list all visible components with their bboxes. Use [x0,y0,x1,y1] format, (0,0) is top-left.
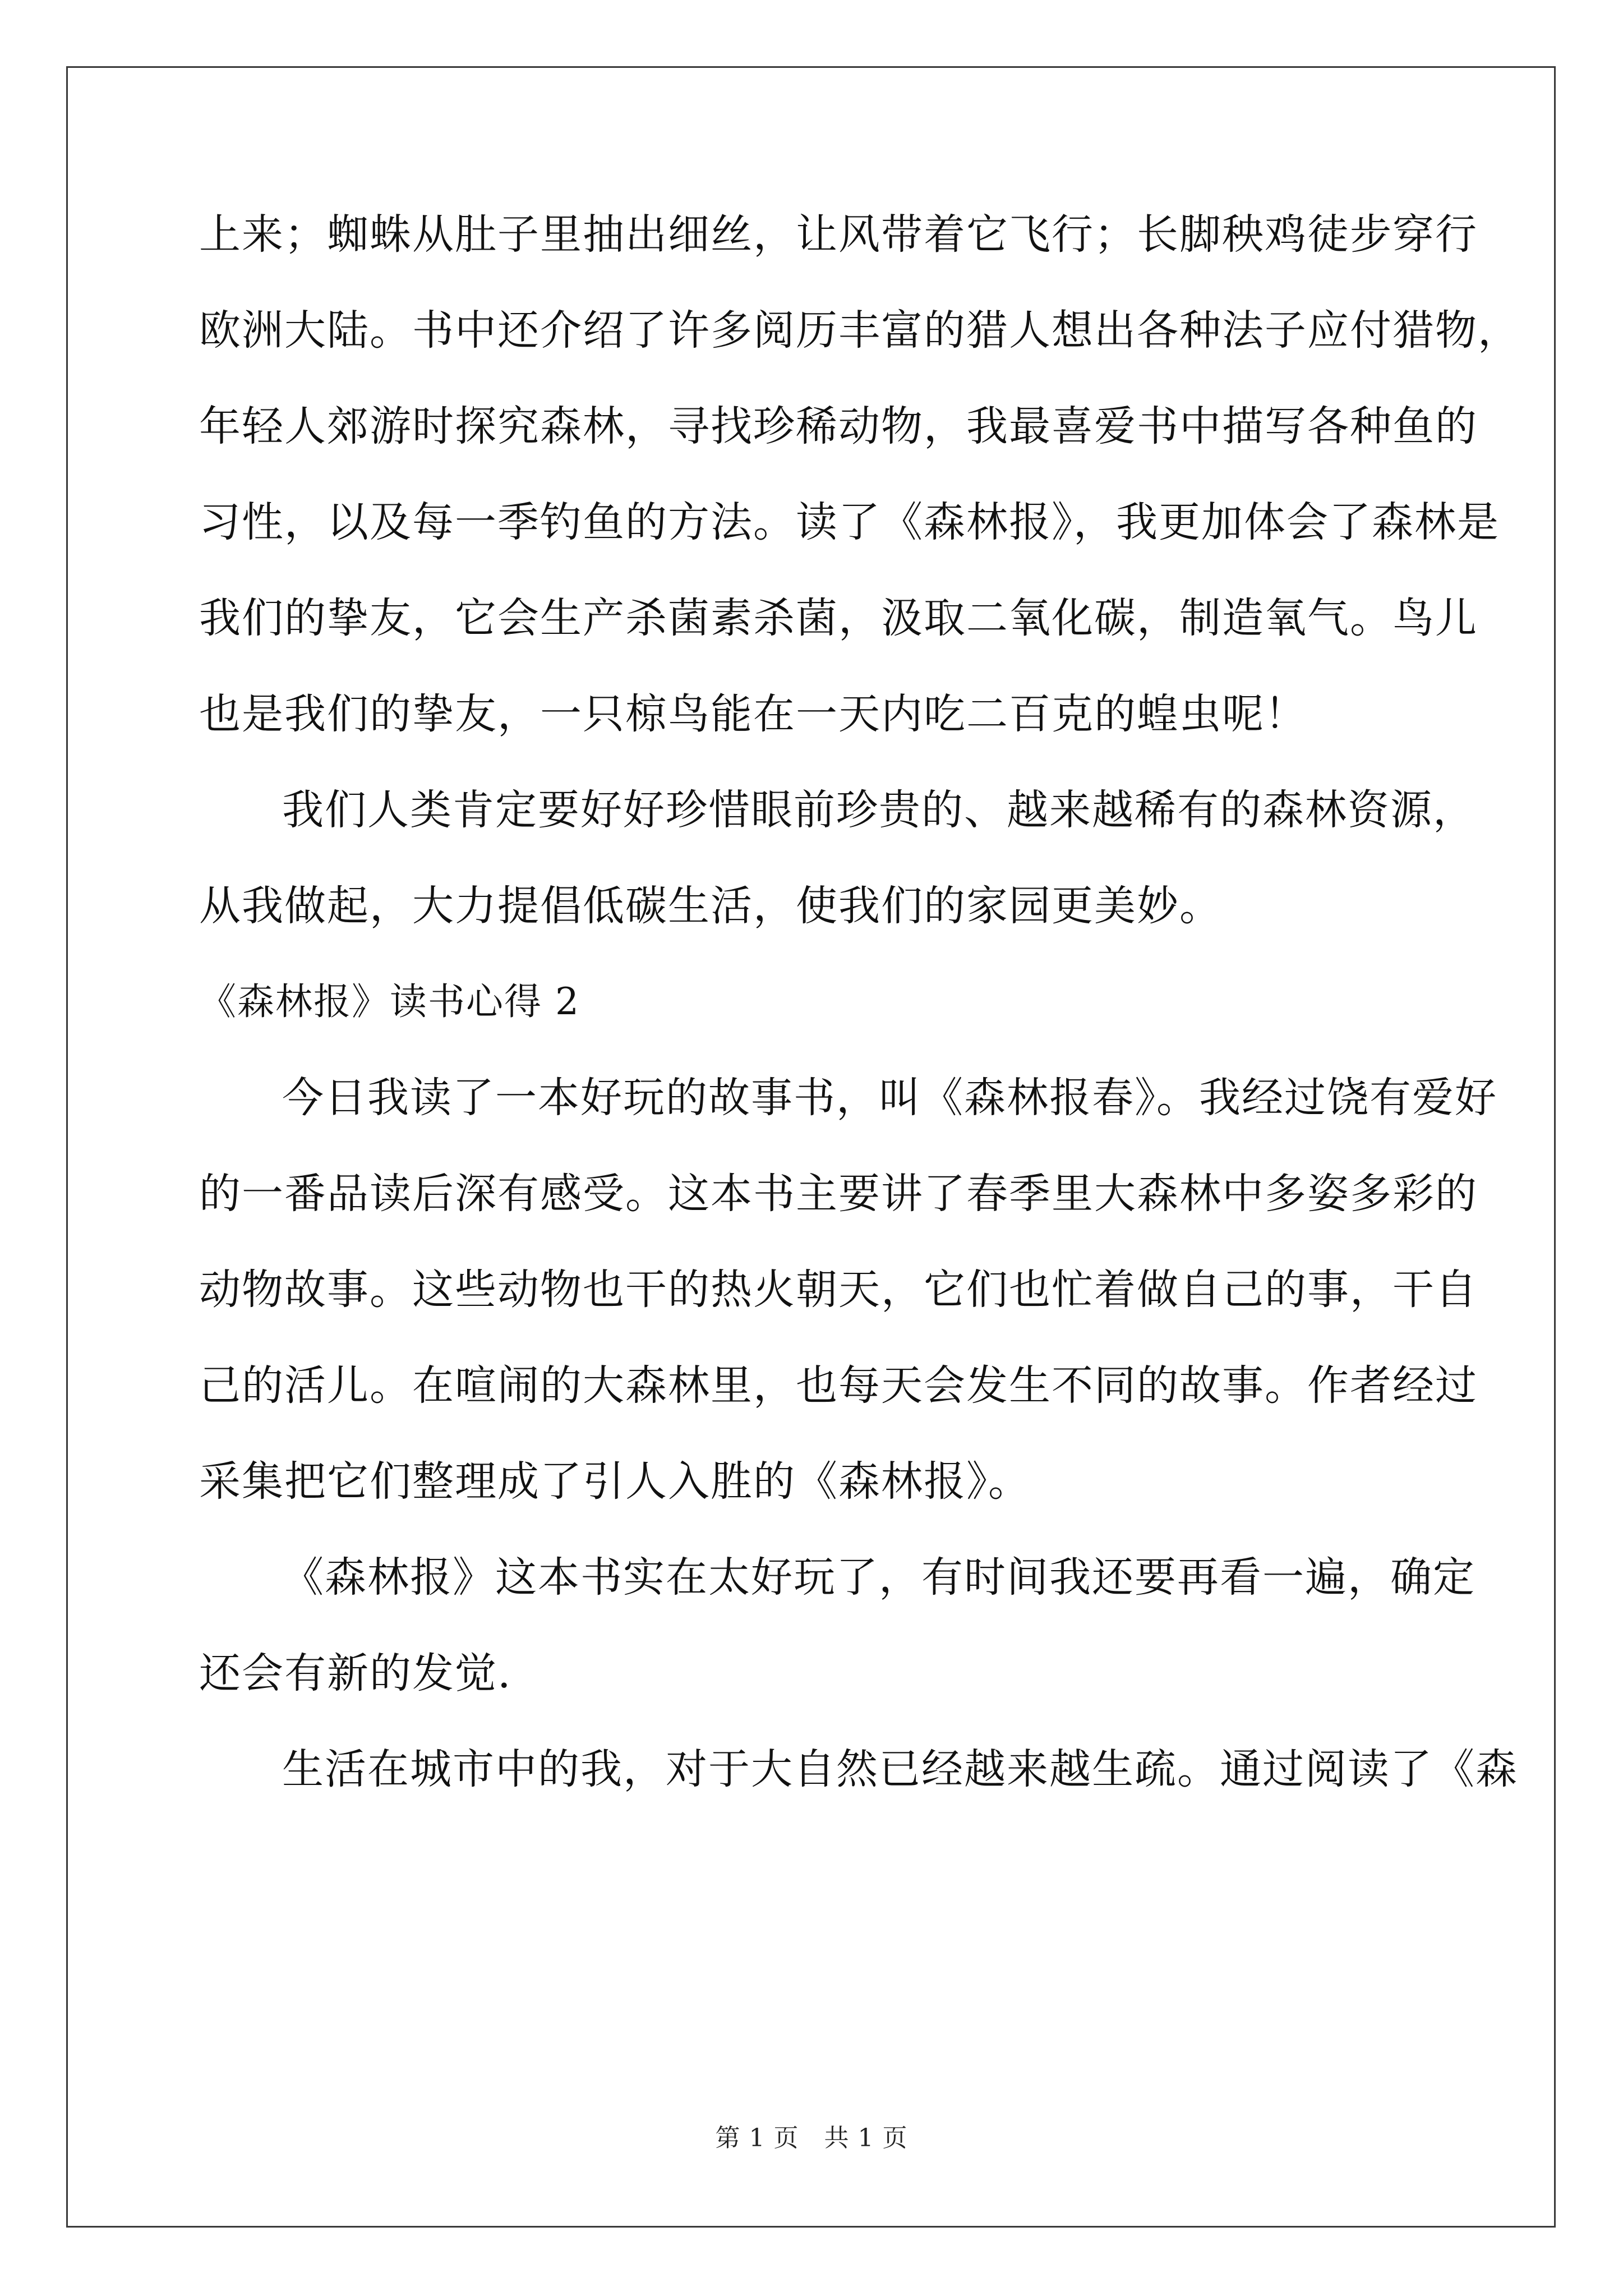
text-line: 年轻人郊游时探究森林，寻找珍稀动物，我最喜爱书中描写各种鱼的 [199,402,1478,450]
paragraph-start-line: 生活在城市中的我，对于大自然已经越来越生疏。通过阅读了《森 [282,1745,1518,1793]
text-line: 己的活儿。在喧闹的大森林里，也每天会发生不同的故事。作者经过 [199,1361,1478,1410]
text-line: 也是我们的挚友，一只椋鸟能在一天内吃二百克的蝗虫呢！ [199,690,1307,738]
page-number: 第 1 页 共 1 页 [715,2124,908,2152]
text-line: 我们的挚友，它会生产杀菌素杀菌，汲取二氧化碳，制造氧气。鸟儿 [199,594,1478,642]
paragraph-start-line: 《森林报》这本书实在太好玩了，有时间我还要再看一遍，确定 [282,1553,1476,1602]
text-line: 的一番品读后深有感受。这本书主要讲了春季里大森林中多姿多彩的 [199,1170,1478,1218]
text-line: 从我做起，大力提倡低碳生活，使我们的家园更美妙。 [199,882,1222,930]
text-line: 上来；蜘蛛从肚子里抽出细丝，让风带着它飞行；长脚秧鸡徒步穿行 [199,210,1478,259]
text-line: 还会有新的发觉. [199,1649,512,1697]
text-line: 欧洲大陆。书中还介绍了许多阅历丰富的猎人想出各种法子应付猎物， [199,306,1520,355]
text-line: 习性，以及每一季钓鱼的方法。读了《森林报》，我更加体会了森林是 [199,498,1500,546]
paragraph-start-line: 我们人类肯定要好好珍惜眼前珍贵的、越来越稀有的森林资源， [282,786,1476,834]
text-line: 动物故事。这些动物也干的热火朝天，它们也忙着做自己的事，干自 [199,1266,1478,1314]
text-line: 采集把它们整理成了引人入胜的《森林报》。 [199,1457,1031,1506]
document-body [199,208,1520,1838]
paragraph-start-line: 今日我读了一本好玩的故事书，叫《森林报春》。我经过饶有爱好 [282,1074,1497,1122]
section-heading: 《森林报》读书心得 2 [199,980,580,1023]
